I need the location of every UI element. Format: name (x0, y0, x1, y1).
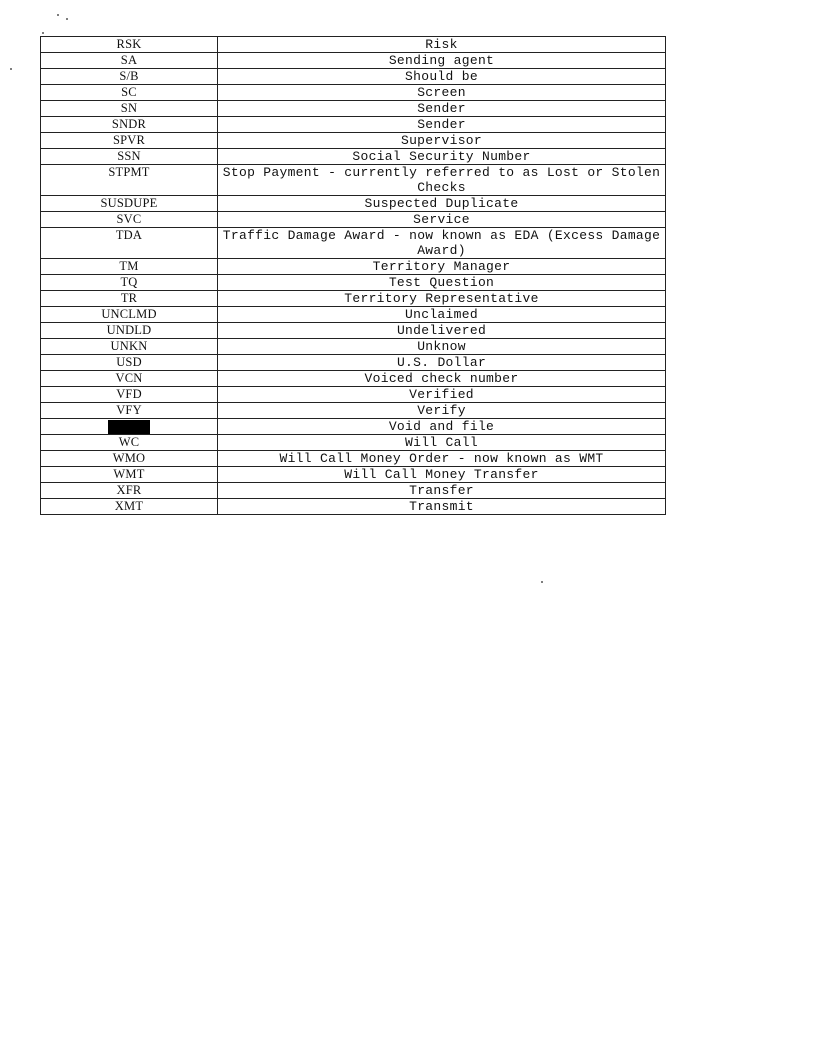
abbreviation-cell: WMO (41, 451, 218, 467)
table-row (41, 53, 666, 69)
abbreviation-cell: WC (41, 435, 218, 451)
abbreviation-cell: VFD (41, 387, 218, 403)
abbreviation-cell: USD (41, 355, 218, 371)
table-row (41, 467, 666, 483)
table-row (41, 117, 666, 133)
abbreviation-cell: UNKN (41, 339, 218, 355)
abbreviation-table-body (41, 37, 666, 515)
abbreviation-cell: VCN (41, 371, 218, 387)
abbreviation-cell: SN (41, 101, 218, 117)
abbreviation-cell: SUSDUPE (41, 196, 218, 212)
table-row (41, 37, 666, 53)
table-row (41, 451, 666, 467)
meaning-cell: Verified (218, 387, 666, 403)
meaning-cell: Will Call Money Transfer (218, 467, 666, 483)
abbreviation-cell (41, 419, 218, 435)
meaning-cell: Unknow (218, 339, 666, 355)
table-row (41, 196, 666, 212)
abbreviation-cell: S/B (41, 69, 218, 85)
table-row (41, 69, 666, 85)
abbreviation-cell: UNCLMD (41, 307, 218, 323)
meaning-cell: Territory Representative (218, 291, 666, 307)
abbreviation-cell: SA (41, 53, 218, 69)
table-row (41, 307, 666, 323)
meaning-cell: Risk (218, 37, 666, 53)
abbreviation-cell: TR (41, 291, 218, 307)
scan-speck (57, 14, 59, 16)
table-row (41, 419, 666, 435)
table-row (41, 149, 666, 165)
meaning-cell: Transfer (218, 483, 666, 499)
meaning-cell: Screen (218, 85, 666, 101)
meaning-cell: Suspected Duplicate (218, 196, 666, 212)
scan-speck (541, 581, 543, 583)
meaning-cell: Test Question (218, 275, 666, 291)
table-row (41, 371, 666, 387)
scan-speck (66, 18, 68, 20)
table-row (41, 259, 666, 275)
meaning-cell: Traffic Damage Award - now known as EDA (Excess Damage Award) (218, 228, 666, 259)
scan-speck (42, 32, 44, 34)
table-row (41, 165, 666, 196)
meaning-cell: Will Call (218, 435, 666, 451)
abbreviation-table (40, 36, 666, 515)
meaning-cell: U.S. Dollar (218, 355, 666, 371)
table-row (41, 275, 666, 291)
meaning-cell: Stop Payment - currently referred to as Lost or Stolen Checks (218, 165, 666, 196)
meaning-cell: Sender (218, 101, 666, 117)
meaning-cell: Should be (218, 69, 666, 85)
table-row (41, 483, 666, 499)
abbreviation-cell: SSN (41, 149, 218, 165)
abbreviation-cell: XFR (41, 483, 218, 499)
table-row (41, 387, 666, 403)
meaning-cell: Service (218, 212, 666, 228)
meaning-cell: Void and file (218, 419, 666, 435)
abbreviation-cell: TDA (41, 228, 218, 259)
table-row (41, 212, 666, 228)
scan-speck (10, 68, 12, 70)
meaning-cell: Voiced check number (218, 371, 666, 387)
meaning-cell: Territory Manager (218, 259, 666, 275)
abbreviation-cell: WMT (41, 467, 218, 483)
table-row (41, 133, 666, 149)
abbreviation-cell: TQ (41, 275, 218, 291)
meaning-cell: Supervisor (218, 133, 666, 149)
meaning-cell: Social Security Number (218, 149, 666, 165)
meaning-cell: Unclaimed (218, 307, 666, 323)
meaning-cell: Sending agent (218, 53, 666, 69)
table-row (41, 101, 666, 117)
abbreviation-cell: SPVR (41, 133, 218, 149)
meaning-cell: Verify (218, 403, 666, 419)
table-row (41, 85, 666, 101)
table-row (41, 323, 666, 339)
table-row (41, 228, 666, 259)
abbreviation-cell: TM (41, 259, 218, 275)
abbreviation-cell: SVC (41, 212, 218, 228)
table-row (41, 499, 666, 515)
table-row (41, 435, 666, 451)
abbreviation-cell: RSK (41, 37, 218, 53)
table-row (41, 355, 666, 371)
meaning-cell: Sender (218, 117, 666, 133)
table-row (41, 403, 666, 419)
abbreviation-cell: STPMT (41, 165, 218, 196)
meaning-cell: Transmit (218, 499, 666, 515)
abbreviation-cell: SNDR (41, 117, 218, 133)
meaning-cell: Will Call Money Order - now known as WMT (218, 451, 666, 467)
abbreviation-cell: VFY (41, 403, 218, 419)
abbreviation-cell: UNDLD (41, 323, 218, 339)
meaning-cell: Undelivered (218, 323, 666, 339)
redaction-block (108, 420, 150, 434)
abbreviation-cell: SC (41, 85, 218, 101)
table-row (41, 339, 666, 355)
abbreviation-cell: XMT (41, 499, 218, 515)
table-row (41, 291, 666, 307)
